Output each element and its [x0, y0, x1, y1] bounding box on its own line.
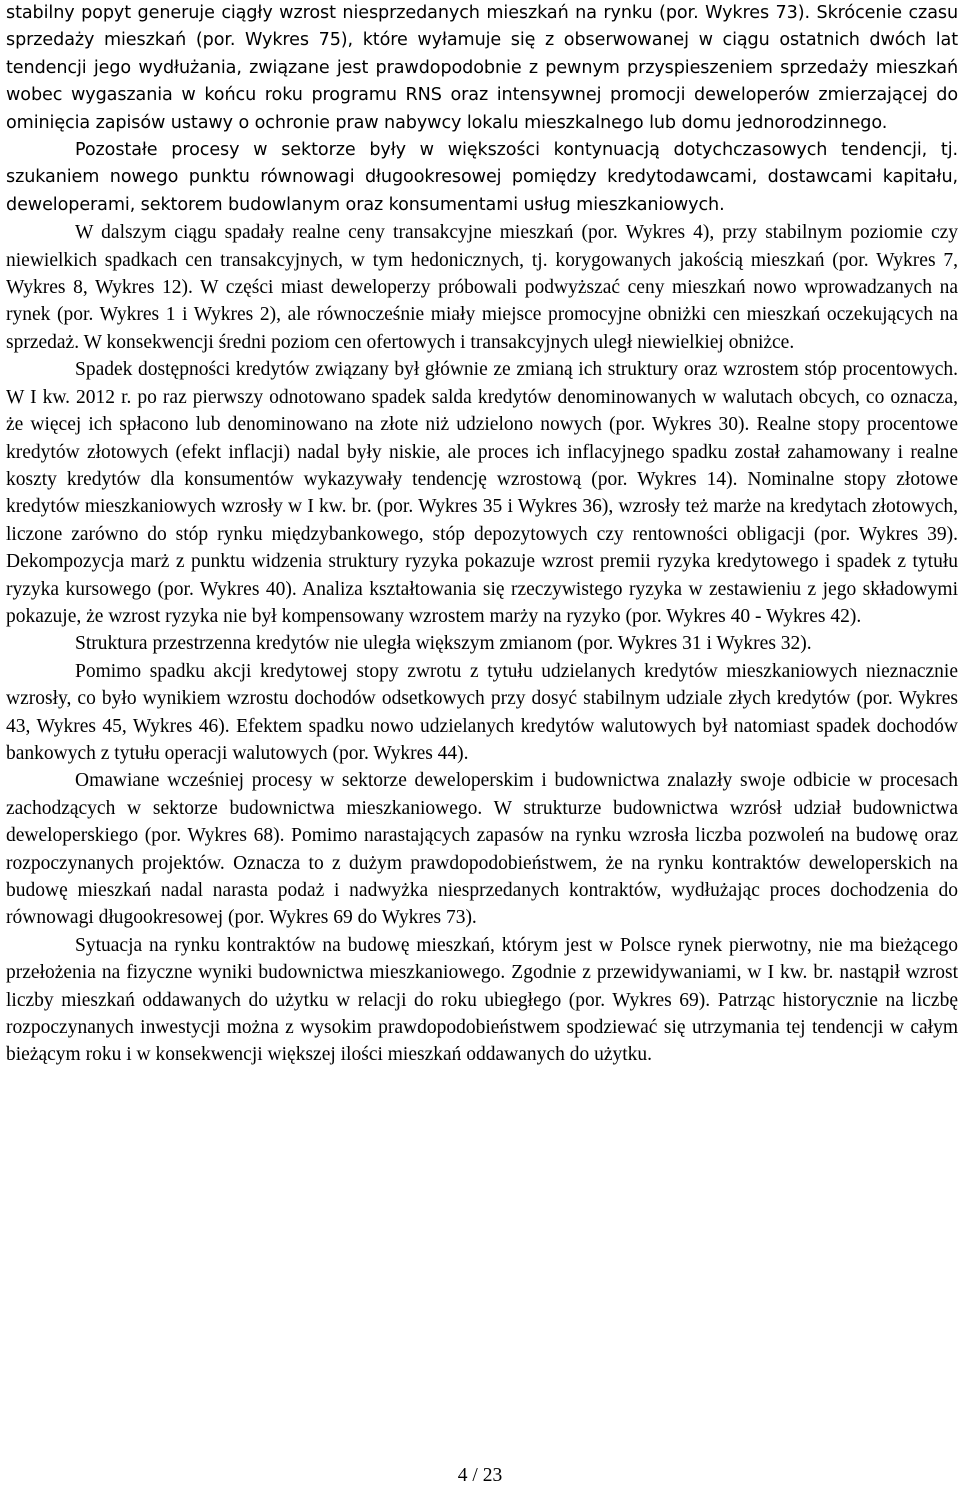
page-number-label: 4 / 23: [457, 1465, 503, 1486]
paragraph-housing-demand: stabilny popyt generuje ciągły wzrost niesprzedanych mieszkań na rynku (por. Wykres 73). Skrócenie czasu sprzedaży mieszkań (por. Wykres 75), które wyłamuje się z obserwowanej w ciągu ostatnich dwóch lat tendencji jego wydłużania, związane jest prawdopodobnie z pewnym przyspieszeniem sprzedaży mieszkań wobec wygaszania w końcu roku programu RNS oraz intensywnej promocji deweloperów zmierzającej do ominięcia zapisów ustawy o ochronie praw nabywcy lokalu mieszkalnego lub domu jednorodzinnego.: [6, 3, 958, 133]
paragraph-return-rates: Pomimo spadku akcji kredytowej stopy zwrotu z tytułu udzielanych kredytów mieszkaniowych nieznacznie wzrosły, co było wynikiem wzrostu dochodów odsetkowych przy dosyć stabilnym udziale złych kredytów (por. Wykres 43, Wykres 45, Wykres 46). Efektem spadku nowo udzielanych kredytów walutowych był natomiast spadek dochodów bankowych z tytułu operacji walutowych (por. Wykres 44).: [6, 660, 958, 764]
paragraph-credit-availability: Spadek dostępności kredytów związany był głównie ze zmianą ich struktury oraz wzrostem stóp procentowych. W I kw. 2012 r. po raz pierwszy odnotowano spadek salda kredytów denominowanych w walutach obcych, co oznacza, że więcej ich spłacono lub denominowano na złote niż udzielono nowych (por. Wykres 30). Realne stopy procentowe kredytów złotowych (efekt inflacji) nadal były niskie, ale proces ich inflacyjnego spadku został zahamowany i realne koszty kredytów dla konsumentów wykazywały tendencję wzrostową (por. Wykres 14). Nominalne stopy złotowe kredytów mieszkaniowych wzrosły w I kw. br. (por. Wykres 35 i Wykres 36), wzrosły też marże na kredytach złotowych, liczone zarówno do stóp rynku międzybankowego, stóp depozytowych czy rentowności obligacji (por. Wykres 39). Dekompozycja marż z punktu widzenia struktury ryzyka pokazuje wzrost premii ryzyka kredytowego i spadek z tytułu ryzyka kursowego (por. Wykres 40). Analiza kształtowania się rzeczywistego ryzyka w zestawieniu z jego składowymi pokazuje, że wzrost ryzyka nie był kompensowany wzrostem marży na ryzyko (por. Wykres 40 - Wykres 42).: [6, 359, 958, 627]
paragraph-credit-structure: Struktura przestrzenna kredytów nie uległa większym zmianom (por. Wykres 31 i Wykres 32).: [75, 633, 812, 655]
document-page: [6, 0, 958, 1069]
paragraph-contract-market: Sytuacja na rynku kontraktów na budowę mieszkań, którym jest w Polsce rynek pierwotny, nie ma bieżącego przełożenia na fizyczne wyniki budownictwa mieszkaniowego. Zgodnie z przewidywaniami, w I kw. br. nastąpił wzrost liczby mieszkań oddawanych do użytku w relacji do roku ubiegłego (por. Wykres 69). Patrząc historycznie na liczbę rozpoczynanych inwestycji można z wysokim prawdopodobieństwem spodziewać się utrzymania tej tendencji w całym bieżącym roku i w konsekwencji większej ilości mieszkań oddawanych do użytku.: [6, 934, 958, 1066]
paragraph-real-prices: W dalszym ciągu spadały realne ceny transakcyjne mieszkań (por. Wykres 4), przy stabilnym poziomie czy niewielkich spadkach cen transakcyjnych, w tym hedonicznych, tj. korygowanych jakością mieszkań (por. Wykres 7, Wykres 8, Wykres 12). W części miast deweloperzy próbowali podwyższać ceny mieszkań nowo wprowadzanych na rynek (por. Wykres 1 i Wykres 2), ale równocześnie miały miejsce promocyjne obniżki cen mieszkań oczekujących na sprzedaż. W konsekwencji średni poziom cen ofertowych i transakcyjnych uległ niewielkiej obniżce.: [6, 222, 958, 353]
paragraph-other-processes: Pozostałe procesy w sektorze były w większości kontynuacją dotychczasowych tendencji, tj. szukaniem nowego punktu równowagi długookresowej pomiędzy kredytodawcami, dostawcami kapitału, deweloperami, sektorem budowlanym oraz konsumentami usług mieszkaniowych.: [6, 140, 958, 215]
paragraph-construction-sector: Omawiane wcześniej procesy w sektorze deweloperskim i budownictwa znalazły swoje odbicie w procesach zachodzących w sektorze budownictwa mieszkaniowego. W strukturze budownictwa wzrósł udział budownictwa deweloperskiego (por. Wykres 68). Pomimo narastających zapasów na rynku wzrosła liczba pozwoleń na budowę oraz rozpoczynanych projektów. Oznacza to z dużym prawdopodobieństwem, że na rynku kontraktów deweloperskich na budowę mieszkań nadal narasta podaż i nadwyżka niesprzedanych kontraktów, wydłużając proces dochodzenia do równowagi długookresowej (por. Wykres 69 do Wykres 73).: [6, 770, 958, 929]
page-number: [0, 1466, 960, 1486]
